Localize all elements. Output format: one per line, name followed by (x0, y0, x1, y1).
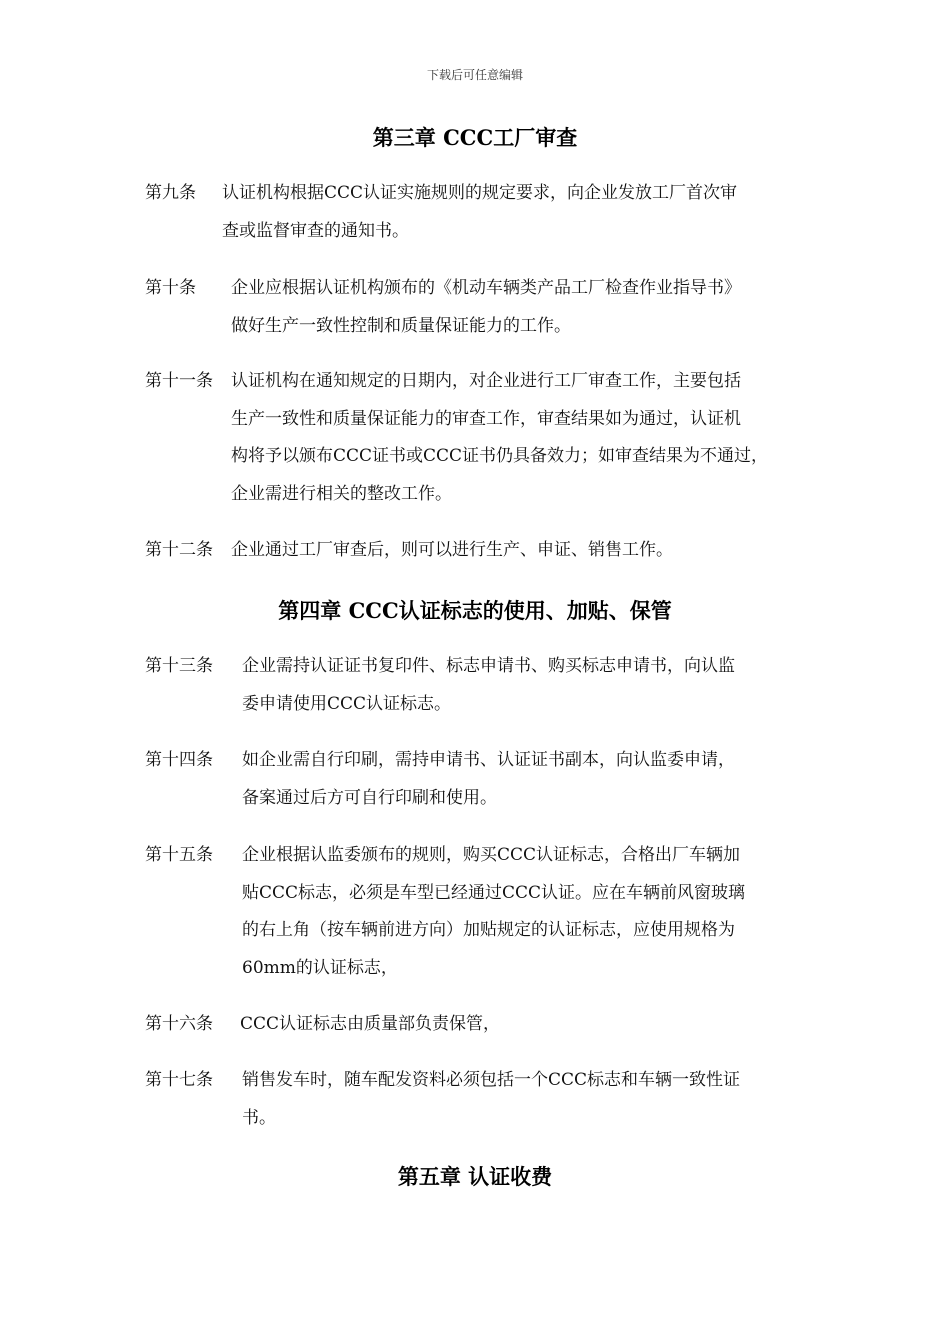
article-line: 销售发车时，随车配发资料必须包括一个CCC标志和车辆一致性证 (242, 1070, 741, 1090)
article-line: 的右上角（按车辆前进方向）加贴规定的认证标志，应使用规格为 (242, 920, 735, 940)
article-line: 书。 (242, 1107, 276, 1128)
article-label: 第十一条 (145, 371, 213, 391)
article-9 (145, 175, 835, 250)
article-label: 第十四条 (145, 750, 213, 770)
article-label: 第九条 (145, 183, 196, 203)
article-line: 企业根据认监委颁布的规则，购买CCC认证标志，合格出厂车辆加 (242, 845, 741, 865)
article-line: 做好生产一致性控制和质量保证能力的工作。 (231, 315, 571, 336)
article-10 (145, 270, 835, 345)
article-text (145, 1006, 835, 1044)
article-line: 查或监督审查的通知书。 (222, 220, 409, 241)
article-label: 第十条 (145, 278, 196, 298)
article-11 (145, 363, 835, 513)
chapter-3-heading: 第三章 CCC工厂审查 (372, 125, 578, 150)
article-line: CCC认证标志由质量部负责保管， (240, 1014, 501, 1034)
article-12 (145, 532, 835, 570)
article-text (145, 270, 835, 345)
article-line: 60mm的认证标志， (242, 957, 398, 978)
article-line: 认证机构在通知规定的日期内，对企业进行工厂审查工作，主要包括 (231, 371, 741, 391)
article-line: 贴CCC标志，必须是车型已经通过CCC认证。应在车辆前风窗玻璃 (242, 882, 746, 903)
article-16 (145, 1006, 835, 1044)
article-label: 第十二条 (145, 540, 213, 560)
article-text (145, 1062, 835, 1137)
article-line: 企业通过工厂审查后，则可以进行生产、申证、销售工作。 (231, 540, 673, 560)
article-line: 委申请使用CCC认证标志。 (242, 693, 452, 714)
article-text (145, 363, 835, 513)
article-line: 备案通过后方可自行印刷和使用。 (242, 787, 497, 808)
article-line: 企业需持认证证书复印件、标志申请书、购买标志申请书，向认监 (242, 656, 735, 676)
chapter-5-heading: 第五章 认证收费 (397, 1164, 553, 1189)
article-line: 企业应根据认证机构颁布的《机动车辆类产品工厂检查作业指导书》 (231, 278, 741, 298)
article-text (145, 837, 835, 987)
article-14 (145, 742, 835, 817)
article-13 (145, 648, 835, 723)
article-line: 企业需进行相关的整改工作。 (231, 483, 452, 504)
article-label: 第十五条 (145, 845, 213, 865)
chapter-4-heading: 第四章 CCC认证标志的使用、加贴、保管 (278, 598, 672, 623)
article-label: 第十六条 (145, 1014, 213, 1034)
article-label: 第十七条 (145, 1070, 213, 1090)
article-line: 如企业需自行印刷，需持申请书、认证证书副本，向认监委申请， (242, 750, 735, 770)
article-label: 第十三条 (145, 656, 213, 676)
article-line: 生产一致性和质量保证能力的审查工作，审查结果如为通过，认证机 (231, 408, 741, 429)
article-text (145, 532, 835, 570)
article-15 (145, 837, 835, 987)
article-line: 构将予以颁布CCC证书或CCC证书仍具备效力；如审查结果为不通过， (231, 446, 769, 466)
article-text (145, 648, 835, 723)
article-text (145, 742, 835, 817)
article-17 (145, 1062, 835, 1137)
page-header-note: 下载后可任意编辑 (426, 68, 523, 82)
article-line: 认证机构根据CCC认证实施规则的规定要求，向企业发放工厂首次审 (222, 183, 738, 203)
article-text (145, 175, 835, 250)
